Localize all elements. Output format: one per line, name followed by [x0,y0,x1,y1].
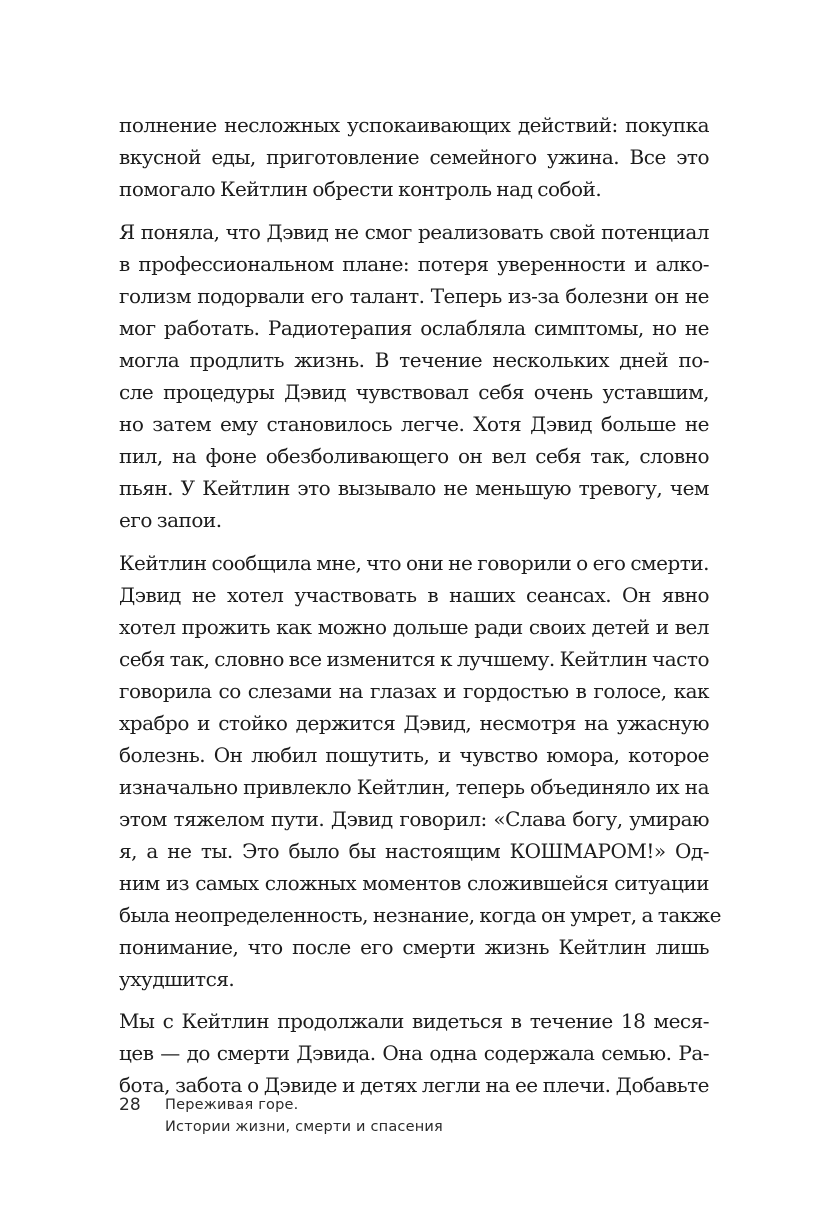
text-line: Я поняла, что Дэвид не смог реализовать свой потенциал [119,220,709,244]
text-line: себя так, словно все изменится к лучшему. Кейтлин часто [119,647,709,671]
text-line: храбро и стойко держится Дэвид, несмотря на ужасную [119,711,709,735]
text-line: цев — до смерти Дэвида. Она одна содержала семью. Ра- [119,1041,709,1065]
text-line: помогало Кейтлин обрести контроль над собой. [119,177,602,201]
text-line: этом тяжелом пути. Дэвид говорил: «Слава богу, умираю [119,807,709,831]
running-title-line-1: Переживая горе. [165,1097,299,1113]
text-line: была неопределенность, незнание, когда он умрет, а также [119,903,722,927]
text-line: вкусной еды, приготовление семейного ужина. Все это [119,145,709,169]
text-line: голизм подорвали его талант. Теперь из-за болезни он не [119,284,709,308]
text-line: Кейтлин сообщила мне, что они не говорили о его смерти. [119,551,709,575]
text-line: я, а не ты. Это было бы настоящим КОШМАРОМ!» Од- [119,839,709,863]
text-line: говорила со слезами на глазах и гордостью в голосе, как [119,679,709,703]
text-line: Дэвид не хотел участвовать в наших сеансах. Он явно [119,583,709,607]
text-line: пьян. У Кейтлин это вызывало не меньшую тревогу, чем [119,476,709,500]
text-line: сле процедуры Дэвид чувствовал себя очень уставшим, [119,380,709,404]
text-line: изначально привлекло Кейтлин, теперь объединяло их на [119,775,709,799]
text-line: но затем ему становилось легче. Хотя Дэвид больше не [119,412,709,436]
text-line: болезнь. Он любил пошутить, и чувство юмора, которое [119,743,709,767]
text-line: Мы с Кейтлин продолжали видеться в течение 18 меся- [119,1009,709,1033]
text-line: пил, на фоне обезболивающего он вел себя так, словно [119,444,709,468]
text-line: понимание, что после его смерти жизнь Кейтлин лишь [119,935,709,959]
text-line: могла продлить жизнь. В течение нескольких дней по- [119,348,709,372]
text-line: мог работать. Радиотерапия ослабляла симптомы, но не [119,316,709,340]
text-line: ним из самых сложных моментов сложившейся ситуации [119,871,709,895]
running-title [165,1094,525,1138]
text-line: его запои. [119,508,222,532]
text-line: ухудшится. [119,967,235,991]
text-line: полнение несложных успокаивающих действий: покупка [119,113,709,137]
page-number: 28 [119,1095,141,1115]
text-line: хотел прожить как можно дольше ради своих детей и вел [119,615,709,639]
text-line: бота, забота о Дэвиде и детях легли на ее плечи. Добавьте [119,1073,709,1097]
running-title-line-2: Истории жизни, смерти и спасения [165,1119,443,1135]
text-line: в профессиональном плане: потеря уверенности и алко- [119,252,709,276]
